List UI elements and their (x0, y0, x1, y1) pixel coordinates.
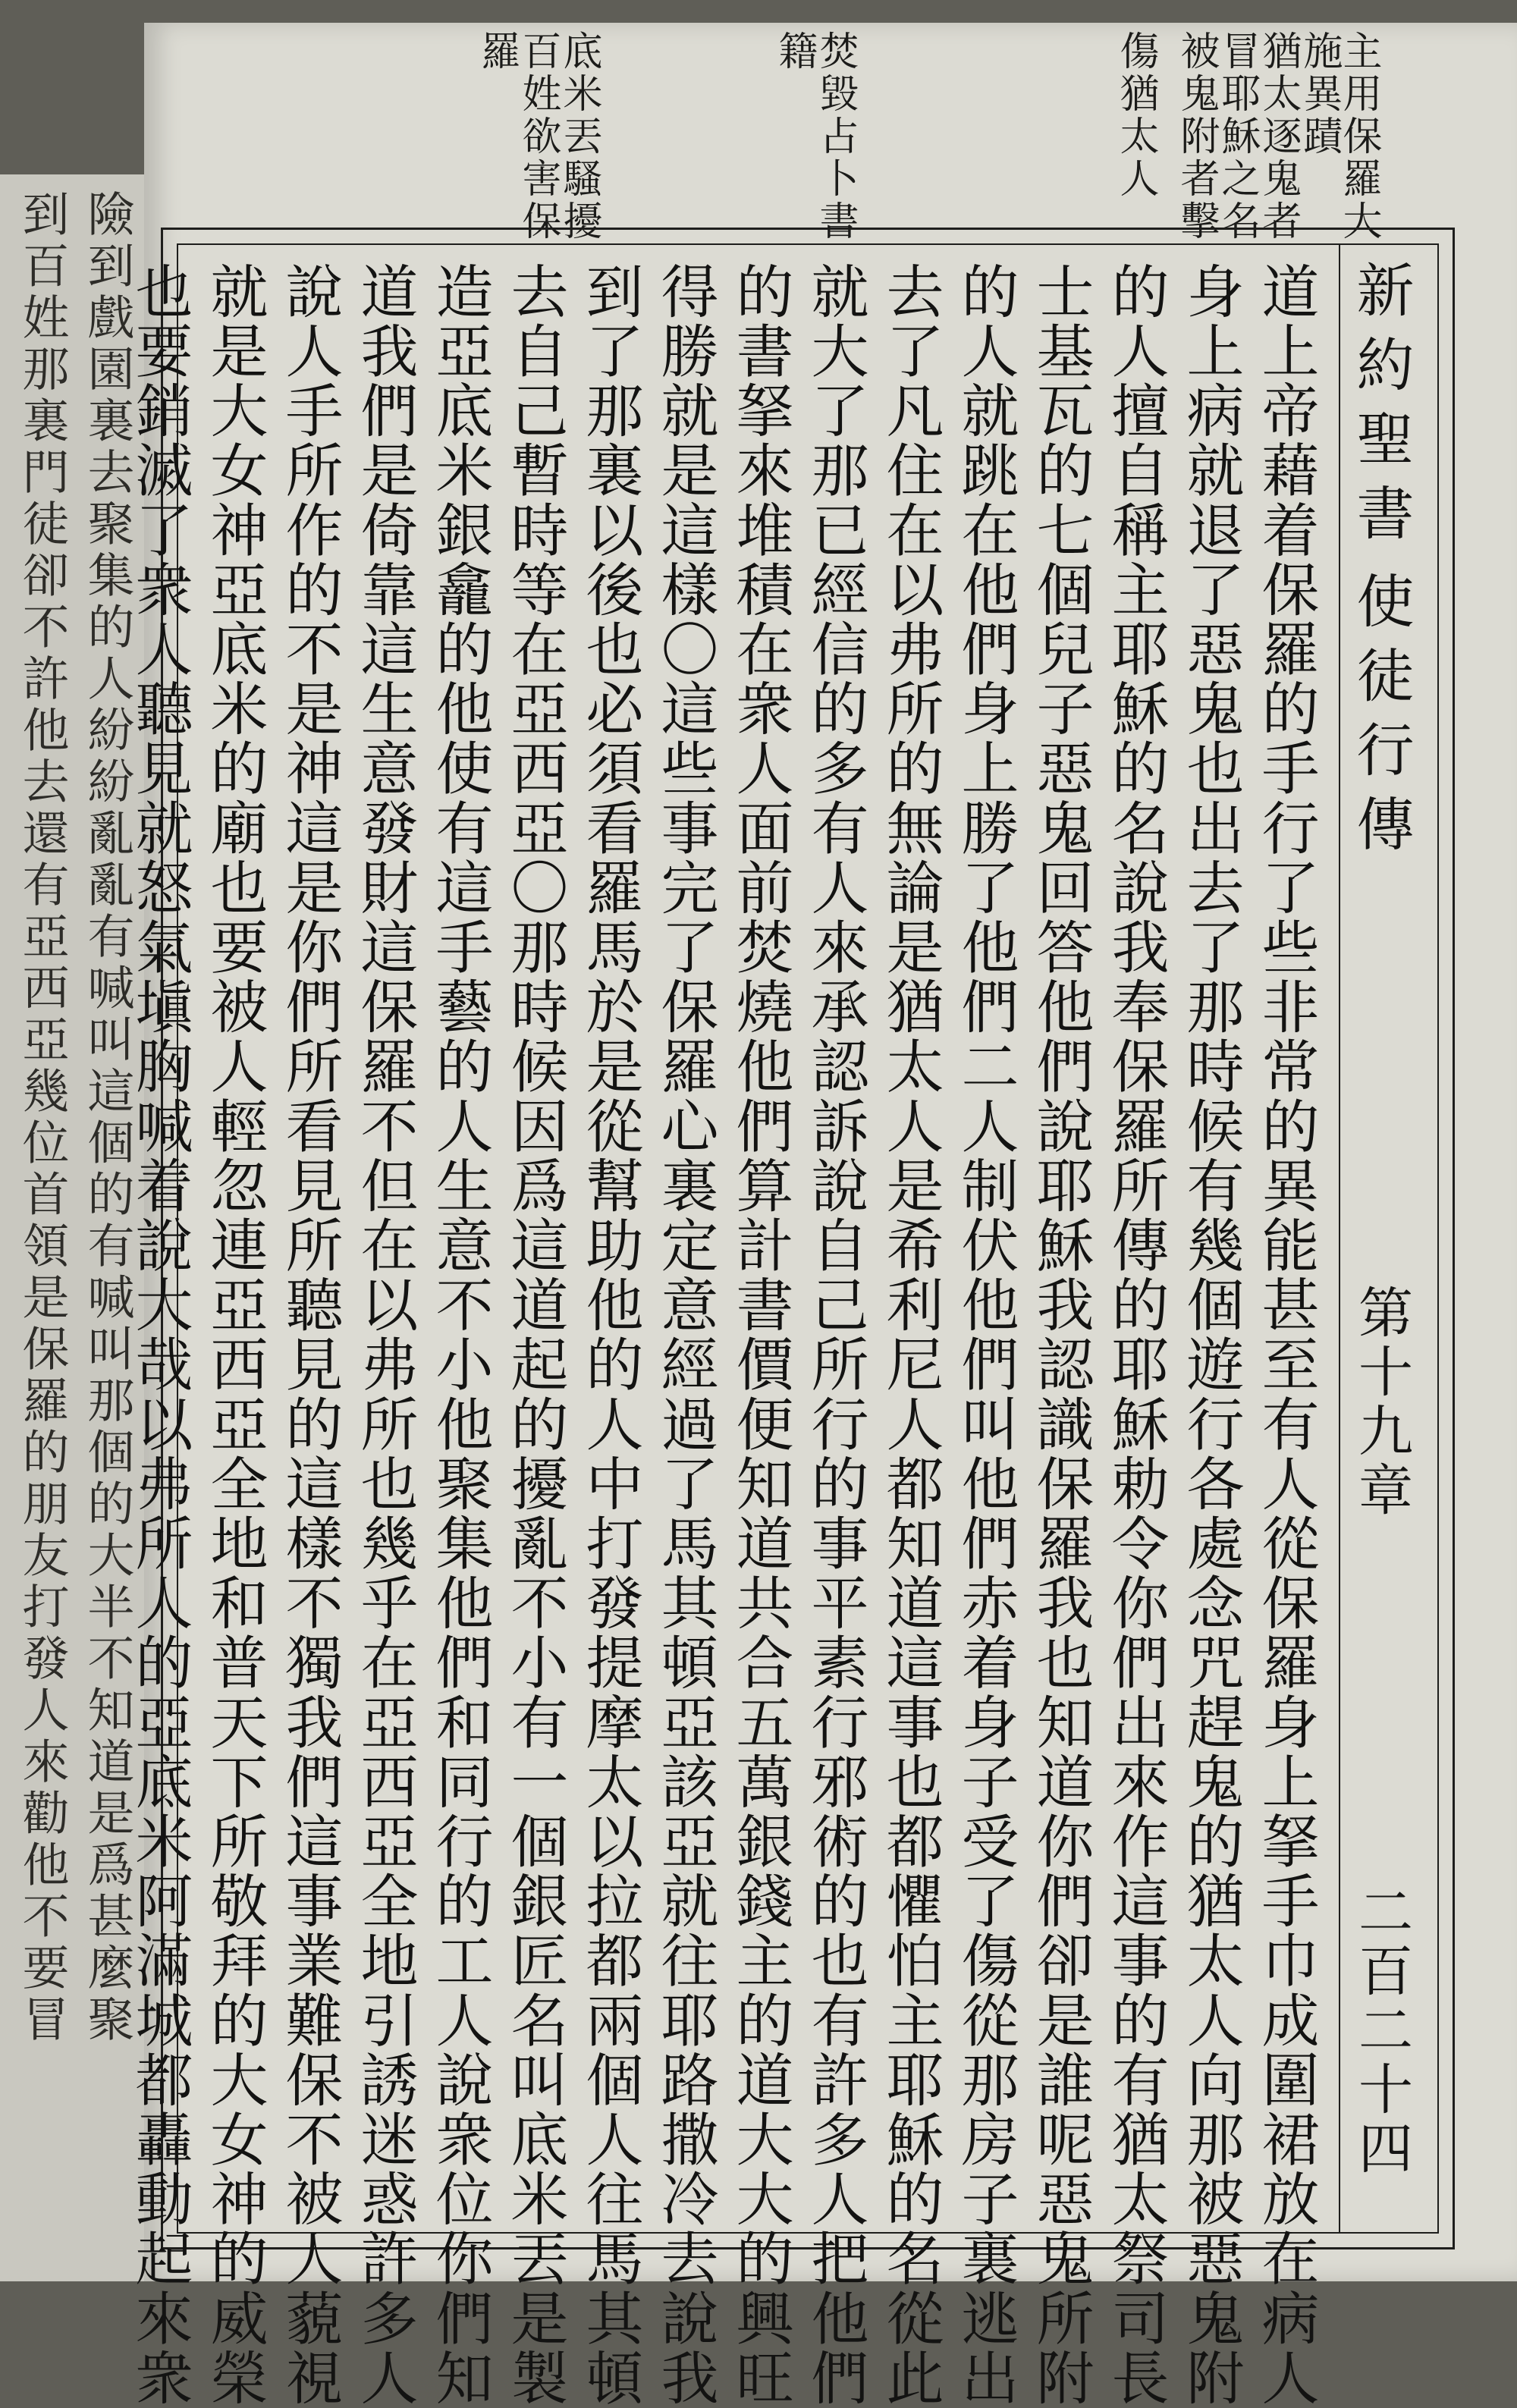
text-column: 說人手所作的不是神這是你們所看見所聽見的這樣不獨我們這事業難保不被人藐視 (276, 262, 344, 2408)
text-column: 就是大女神亞底米的廟也要被人輕忽連亞西亞全地和普天下所敬拜的大女神的威榮 (201, 262, 269, 2408)
book-name: 使徒行傳 (1347, 571, 1415, 868)
headnote: 籍 (771, 30, 817, 73)
text-frame-inner (126, 243, 1439, 2408)
headnote: 羅 (474, 30, 520, 73)
text-column: 道上帝藉着保羅的手行了些非常的異能甚至有人從保羅身上拏手巾成圍裙放在病人 (1252, 262, 1320, 2408)
page-number: 二百二十四 (1349, 1883, 1413, 2179)
text-column: 士基瓦的七個兒子惡鬼回答他們說耶穌我認識保羅我也知道你們卻是誰呢惡鬼所附 (1027, 262, 1095, 2408)
chapter-label: 第十九章 (1349, 1284, 1413, 1521)
text-column: 去自己暫時等在亞西亞〇那時候因爲這道起的擾亂不小有一個銀匠名叫底米丟是製 (501, 262, 569, 2408)
text-column: 也要銷滅了衆人聽見就怒氣塡胸喊着說大哉以弗所人的亞底米阿滿城都轟動起來衆 (126, 262, 193, 2408)
headnote: 被鬼附者擊 (1173, 30, 1219, 243)
headnote: 施異蹟 (1296, 30, 1342, 158)
text-column: 到了那裏以後也必須看羅馬於是從幫助他的人中打發提摩太以拉都兩個人往馬其頓 (576, 262, 644, 2408)
scripture-text (122, 262, 1324, 2408)
headnote: 冒耶穌之名 (1214, 30, 1260, 243)
book-title: 新約聖書 (1347, 260, 1415, 557)
headnote: 焚毀占卜書 (812, 30, 858, 243)
running-title-column (1339, 245, 1437, 2232)
text-column: 去了凡住在以弗所的無論是猶太人是希利尼人都知道這事也都懼怕主耶穌的名從此 (877, 262, 944, 2408)
text-column: 道我們是倚靠這生意發財這保羅不但在以弗所也幾乎在亞西亞全地引誘迷惑許多人 (351, 262, 419, 2408)
text-column: 的人擅自稱主耶穌的名說我奉保羅所傳的耶穌勅令你們出來作這事的有猶太祭司長 (1102, 262, 1170, 2408)
headnote: 主用保羅大 (1336, 30, 1381, 243)
previous-page-column: 險到戲園裏去聚集的人紛紛亂亂有喊叫這個的有喊叫那個的大半不知道是爲甚麼聚 (80, 190, 135, 2046)
text-column: 的人就跳在他們身上勝了他們二人制伏他們叫他們赤着身子受了傷從那房子裏逃出 (952, 262, 1019, 2408)
previous-page-column: 到百姓那裏門徒卻不許他去還有亞西亞幾位首領是保羅的朋友打發人來勸他不要冒 (14, 190, 70, 2046)
text-column: 就大了那已經信的多有人來承認訴說自己所行的事平素行邪術的也有許多人把他們 (802, 262, 869, 2408)
text-column: 得勝就是這樣〇這些事完了保羅心裏定意經過了馬其頓亞該亞就往耶路撒冷去說我 (652, 262, 719, 2408)
text-column: 的書拏來堆積在衆人面前焚燒他們算計書價便知道共合五萬銀錢主的道大大的興旺 (727, 262, 794, 2408)
text-column: 造亞底米銀龕的他使有這手藝的人生意不小他聚集他們和同行的工人說衆位你們知 (426, 262, 494, 2408)
headnote: 猶太逐鬼者 (1255, 30, 1301, 243)
headnote: 底米丟騷擾 (556, 30, 601, 243)
text-column: 身上病就退了惡鬼也出去了那時候有幾個遊行各處念咒趕鬼的猶太人向那被惡鬼附 (1177, 262, 1245, 2408)
text-frame (126, 228, 1455, 2408)
headnote: 百姓欲害保 (515, 30, 561, 243)
headnote: 傷猶太人 (1113, 30, 1158, 200)
